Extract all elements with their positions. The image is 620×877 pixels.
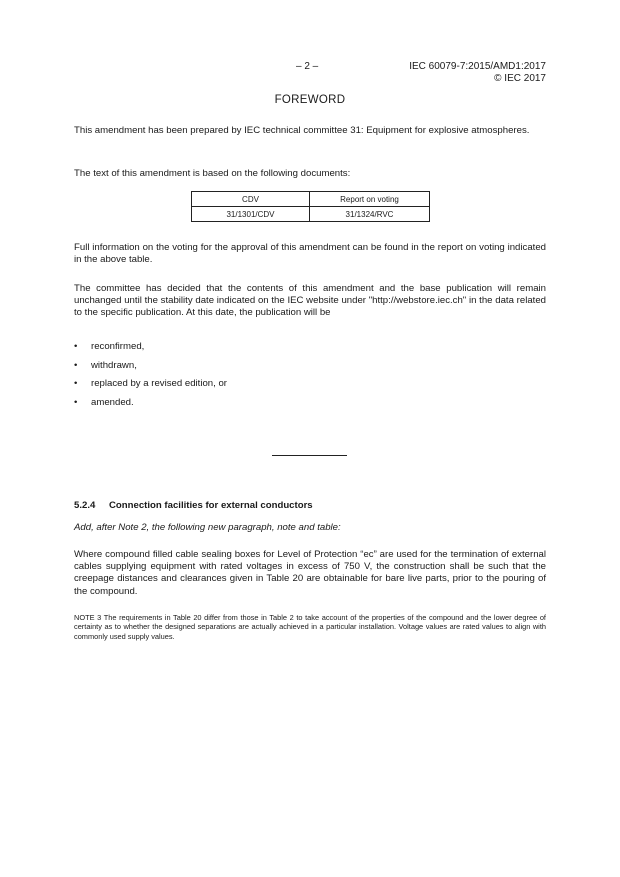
list-item [74, 397, 227, 416]
voting-documents-table [191, 191, 430, 222]
list-item [74, 341, 227, 360]
clause-body-paragraph: Where compound filled cable sealing boxes for Level of Protection “ec” are used for the termination of external cables supplying equipment with rated voltages in excess of 750 V, the construction shall be such that the creepage distances and clearances given in Table 20 are obtainable for bare live parts, prior to the pouring of the compound. [74, 549, 546, 597]
copyright-notice: © IEC 2017 [494, 73, 546, 84]
paragraph-stability-date: The committee has decided that the contents of this amendment and the base publication will remain unchanged until the stability date indicated on the IEC website under "http://webstore.iec.ch" in the data related to the specific publication. At this date, the publication will be [74, 283, 546, 319]
clause-number: 5.2.4 [74, 500, 96, 511]
table-cell-rvc: 31/1324/RVC [310, 207, 430, 222]
list-item [74, 360, 227, 379]
paragraph-voting-info: Full information on the voting for the approval of this amendment can be found in the report on voting indicated in the above table. [74, 242, 546, 266]
clause-heading [74, 500, 313, 511]
page-number: – 2 – [296, 61, 319, 72]
paragraph-committee: This amendment has been prepared by IEC technical committee 31: Equipment for explosive atmospheres. [74, 125, 530, 136]
publication-outcome-list [74, 341, 227, 415]
list-item-text: amended. [91, 396, 134, 408]
bullet-icon: • [74, 378, 78, 389]
list-item-text: reconfirmed, [91, 341, 145, 352]
note-3: NOTE 3 The requirements in Table 20 differ from those in Table 2 to take account of the properties of the compound and the lower degree of certainty as to whether the designed separations are actually achieved in a particular installation. Voltage values are rated values to align with commonly used supply values. [74, 613, 546, 641]
table-header-row [192, 192, 430, 207]
bullet-icon: • [74, 396, 78, 408]
bullet-icon: • [74, 359, 78, 371]
list-item [74, 378, 227, 397]
page-title: FOREWORD [274, 94, 346, 106]
bullet-icon: • [74, 341, 78, 352]
list-item-text: withdrawn, [91, 359, 137, 371]
document-reference [409, 61, 546, 85]
table-cell-cdv: 31/1301/CDV [192, 207, 310, 222]
section-divider [272, 455, 347, 456]
list-item-text: replaced by a revised edition, or [91, 378, 227, 389]
standard-reference: IEC 60079-7:2015/AMD1:2017 [409, 61, 546, 72]
table-header-cdv: CDV [192, 192, 310, 207]
clause-title: Connection facilities for external conductors [109, 500, 313, 511]
paragraph-documents-intro: The text of this amendment is based on the following documents: [74, 168, 351, 179]
amendment-instruction: Add, after Note 2, the following new paragraph, note and table: [74, 522, 341, 533]
table-row [192, 207, 430, 222]
table-header-report-on-voting: Report on voting [310, 192, 430, 207]
